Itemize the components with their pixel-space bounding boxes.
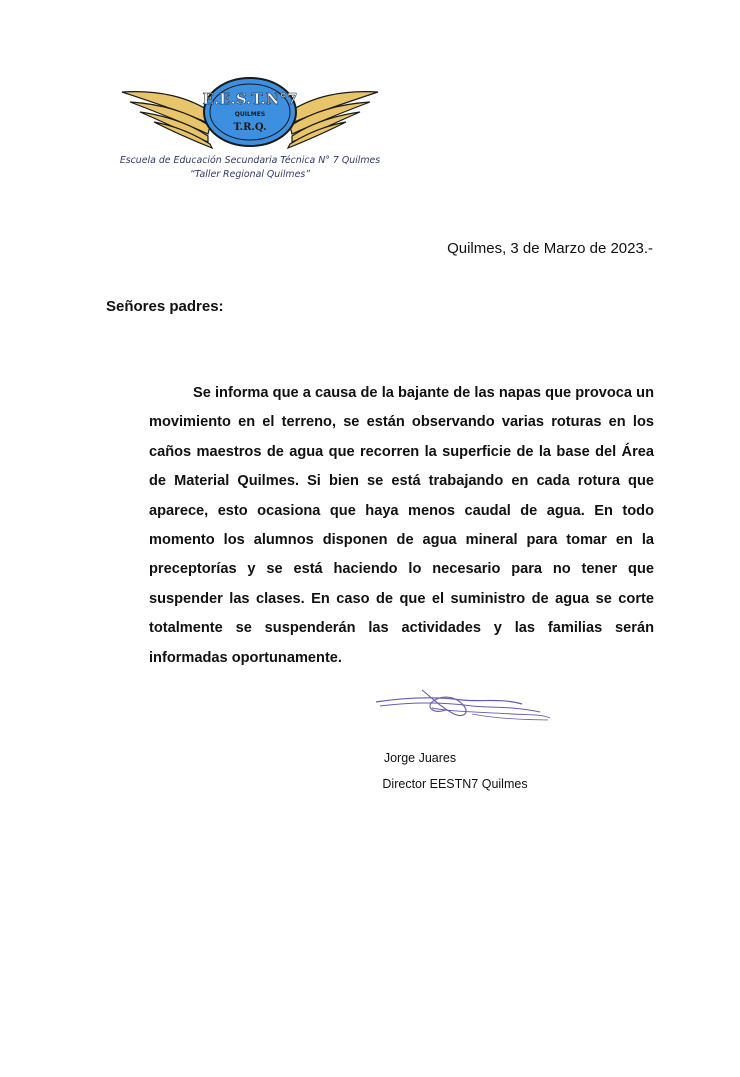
right-wing-icon	[286, 92, 378, 148]
logo-text-middle: QUILMES	[234, 111, 266, 118]
left-wing-icon	[122, 92, 214, 148]
letter-salutation: Señores padres:	[106, 298, 224, 315]
letter-body: Se informa que a causa de la bajante de las napas que provoca un movimiento en el terreno, se están observando varias roturas en los caños maestros de agua que recorren la superficie de la base del Área de Material Quilmes. Si bien se está trabajando en cada rotura que aparece, esto ocasiona que haya menos caudal de agua. En todo momento los alumnos disponen de agua mineral para tomar en la preceptorías y se está haciendo lo necesario para no tener que suspender las clases. En caso de que el suministro de agua se corte totalmente se suspenderán las actividades y las familias serán informadas oportunamente.	[149, 385, 654, 666]
school-logo	[118, 74, 382, 154]
signer-name: Jorge Juares	[383, 751, 457, 765]
signature-scribble	[372, 684, 554, 726]
logo-text-bottom: T.R.Q.	[233, 122, 267, 133]
logo-text-top: E.E.S.T.N°7	[202, 90, 298, 108]
school-name-block	[100, 154, 400, 182]
letter-date: Quilmes, 3 de Marzo de 2023.-	[447, 240, 653, 257]
school-subtitle: “Taller Regional Quilmes”	[189, 169, 311, 180]
school-name: Escuela de Educación Secundaria Técnica N° 7 Quilmes	[119, 155, 381, 166]
signer-role: Director EESTN7 Quilmes	[382, 777, 528, 791]
